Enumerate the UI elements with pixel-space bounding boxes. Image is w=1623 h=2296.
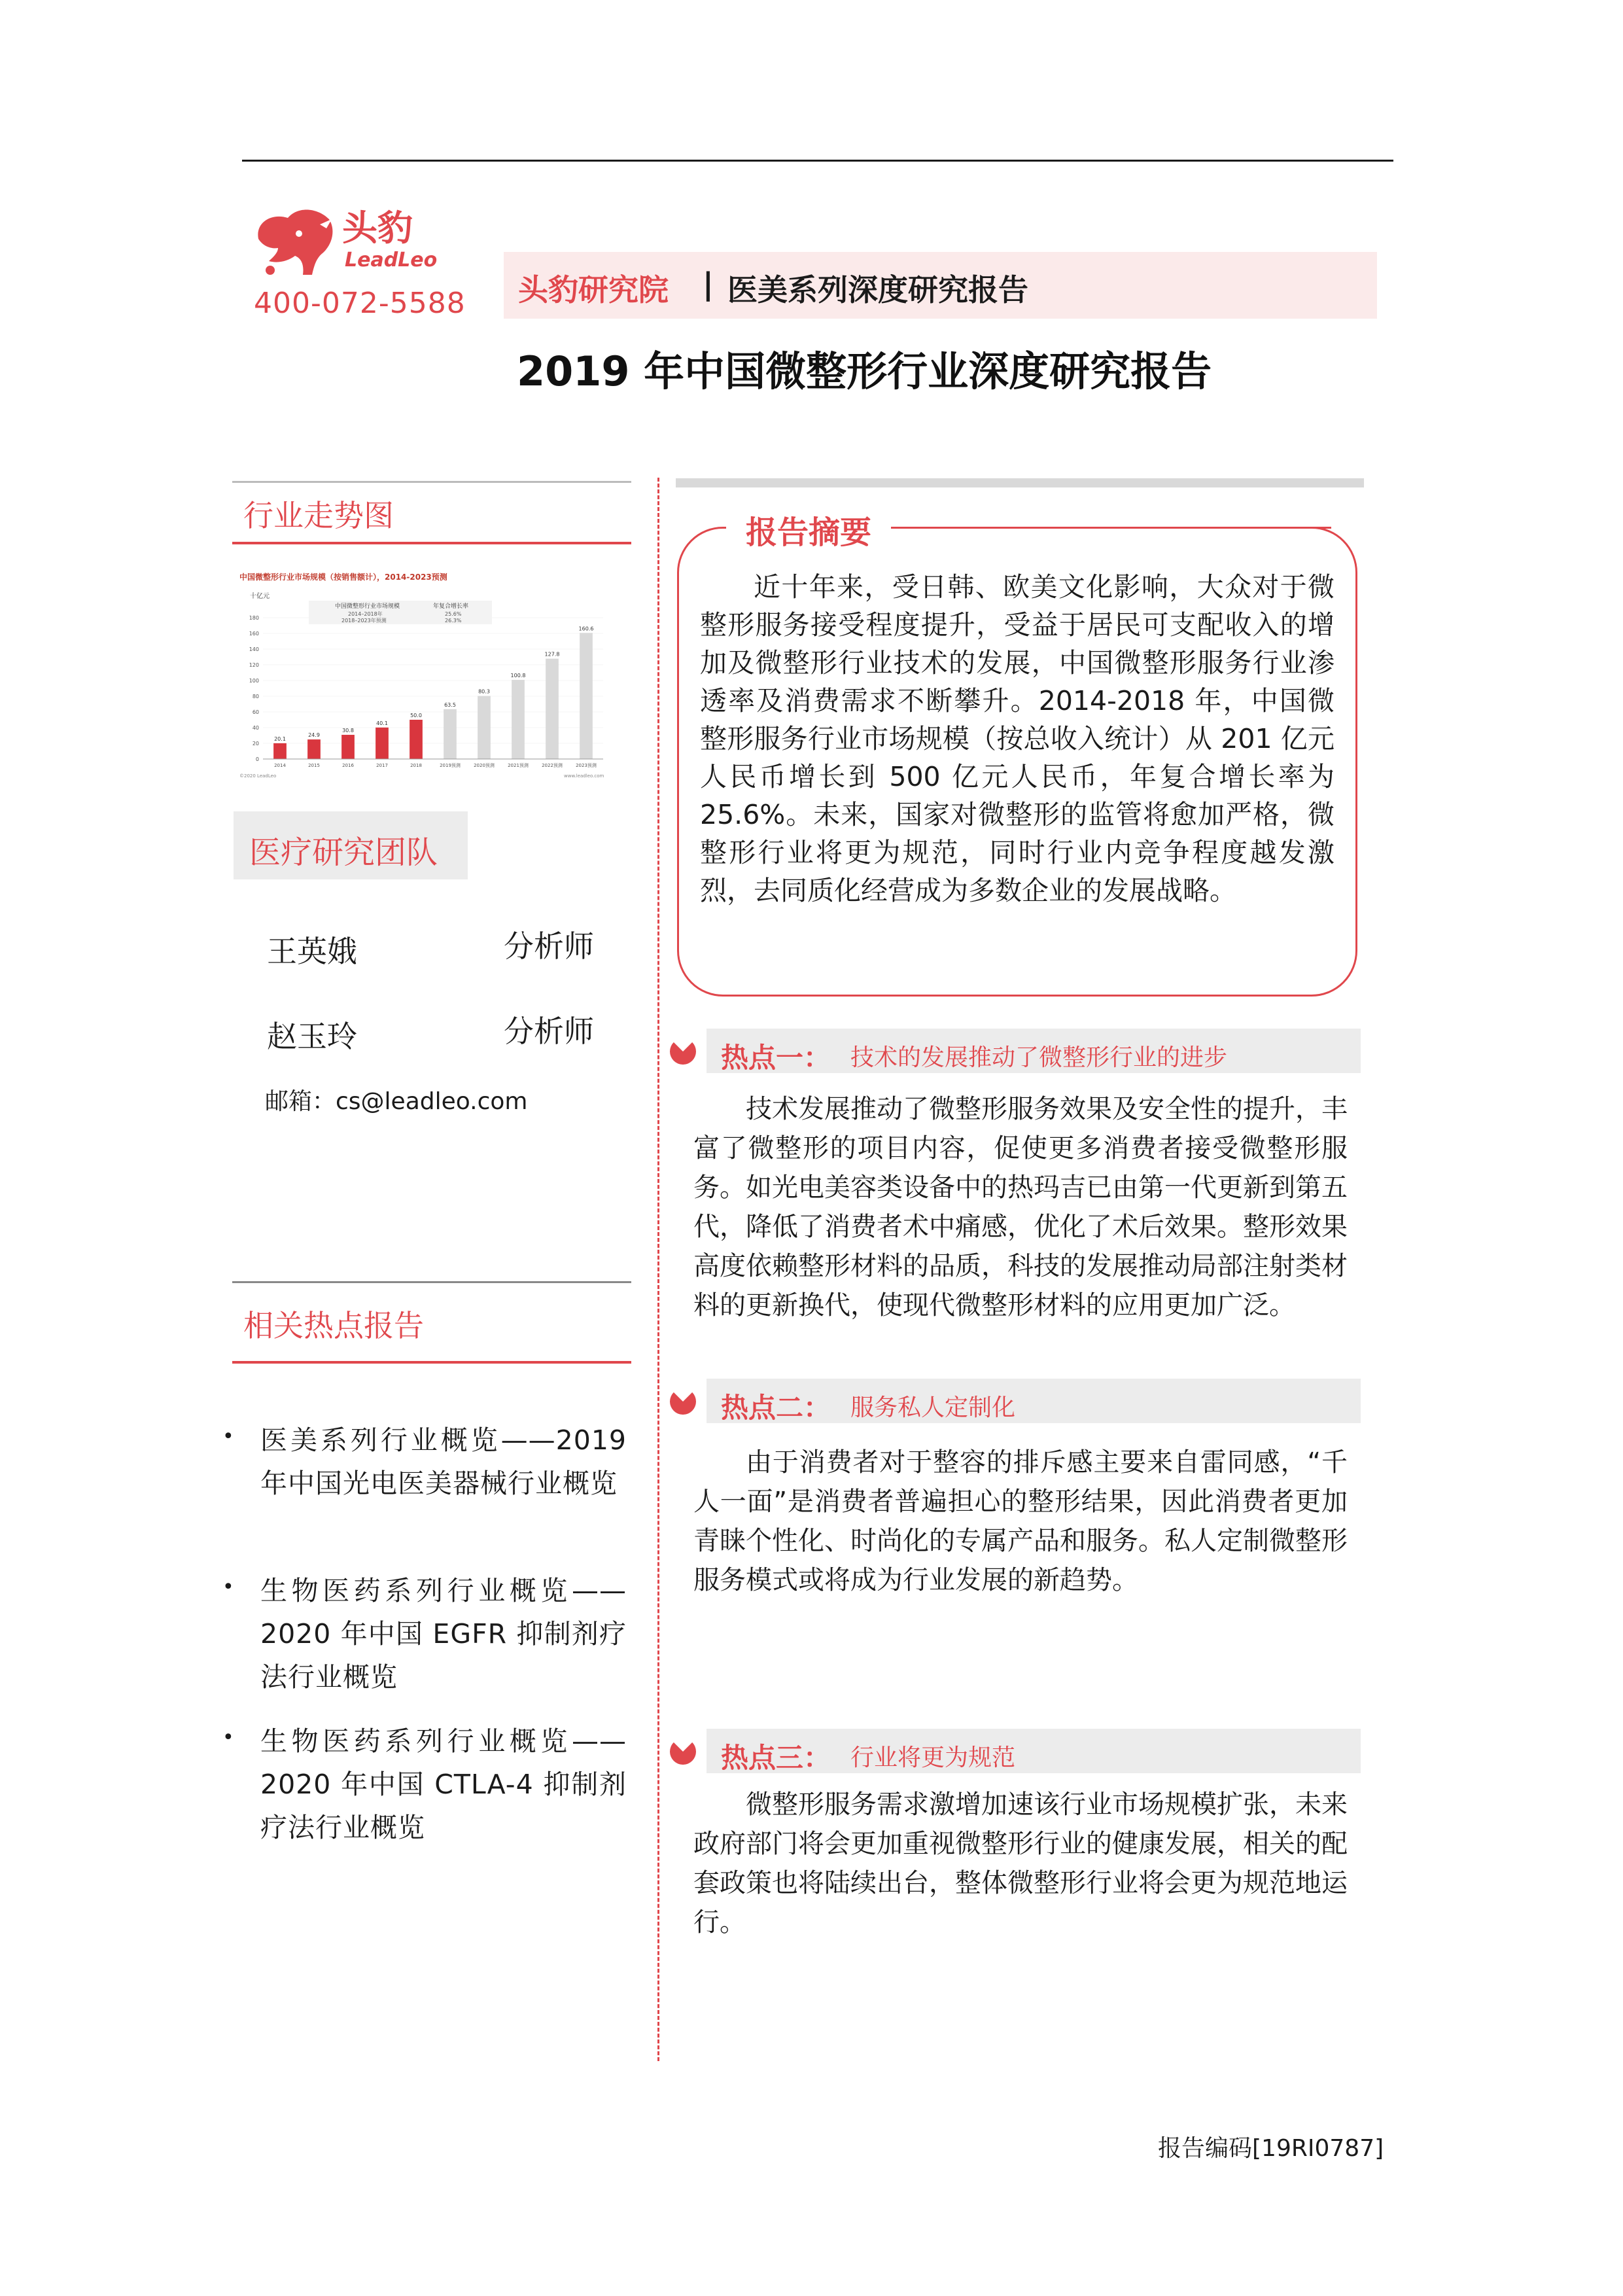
hotspot-3-key: 热点三： <box>721 1742 831 1774</box>
bullet-icon: • <box>222 1576 234 1598</box>
contact-email[interactable]: 邮箱：cs@leadleo.com <box>265 1088 528 1115</box>
hotspot-3-bar <box>707 1729 1361 1773</box>
hotspot-1-key: 热点一： <box>721 1042 831 1074</box>
series-banner <box>504 252 1377 319</box>
hotspot-1-bar <box>707 1029 1361 1073</box>
team-heading: 医疗研究团队 <box>249 834 438 871</box>
x-tick-label: 2016 <box>342 763 354 768</box>
summary-title-line <box>899 527 1331 529</box>
y-tick-label: 160 <box>249 631 259 637</box>
related-report-title[interactable]: 医美系列行业概览——2019 年中国光电医美器械行业概览 <box>260 1424 627 1499</box>
hotspot-2-bar <box>707 1379 1361 1423</box>
legend-period-1: 2014–2018年 <box>348 611 383 617</box>
bar <box>307 739 321 759</box>
logo-en: LeadLeo <box>345 249 438 272</box>
bar <box>375 728 389 759</box>
hotspot-3-text: 微整形服务需求激增加速该行业市场规模扩张，未来政府部门将会更加重视微整形行业的健康发展，相关的配套政策也将陆续出台，整体微整形行业将会更为规范地运行。 <box>693 1790 1348 1937</box>
legend-cagr-1: 25.6% <box>445 611 462 617</box>
x-tick-label: 2015 <box>308 763 320 768</box>
bar-value-label: 40.1 <box>376 720 388 726</box>
chart-footer-left: ©2020 LeadLeo <box>239 773 277 779</box>
related-heading: 相关热点报告 <box>243 1308 424 1343</box>
hotspot-icon <box>669 1737 697 1766</box>
chart-legend <box>309 601 492 624</box>
top-rule <box>242 160 1393 162</box>
bar-value-label: 80.3 <box>478 688 490 695</box>
separator: | <box>703 266 714 302</box>
summary-title-row <box>726 507 1335 551</box>
trend-rule-top <box>232 481 631 483</box>
hotspot-icon <box>669 1037 697 1066</box>
member-role-1: 分析师 <box>504 928 594 964</box>
bar <box>410 720 423 759</box>
bar <box>512 680 525 759</box>
hotspot-icon <box>669 1387 697 1416</box>
legend-cagr-2: 26.3% <box>445 618 462 624</box>
related-report-title[interactable]: 生物医药系列行业概览——2020 年中国 CTLA-4 抑制剂疗法行业概览 <box>260 1725 627 1843</box>
market-size-chart <box>237 569 623 782</box>
x-tick-label: 2023预测 <box>576 763 597 768</box>
x-tick-label: 2019预测 <box>440 763 461 768</box>
report-code: 报告编码[19RI0787] <box>1158 2135 1384 2162</box>
chart-bars <box>273 626 597 768</box>
legend-period-2: 2018–2023年预测 <box>341 618 387 624</box>
chart-title: 中国微整形行业市场规模（按销售额计），2014-2023预测 <box>239 573 447 582</box>
x-tick-label: 2017 <box>376 763 388 768</box>
legend-header-cagr: 年复合增长率 <box>433 603 469 610</box>
y-tick-label: 100 <box>249 678 259 684</box>
bar <box>341 735 355 759</box>
leadleo-logo <box>252 193 455 281</box>
y-tick-label: 60 <box>252 709 259 715</box>
hotspot-1-subtitle: 技术的发展推动了微整形行业的进步 <box>850 1044 1228 1071</box>
bar-value-label: 100.8 <box>510 673 526 679</box>
member-name-2: 赵玉玲 <box>267 1019 357 1054</box>
bar-value-label: 50.0 <box>410 713 422 718</box>
related-rule-top <box>232 1281 631 1283</box>
hotspot-3-subtitle: 行业将更为规范 <box>850 1744 1016 1771</box>
bullet-icon: • <box>222 1726 234 1749</box>
y-tick-label: 140 <box>249 646 259 652</box>
y-tick-label: 120 <box>249 662 259 668</box>
institute-name: 头豹研究院 <box>518 272 669 308</box>
hotspot-2-key: 热点二： <box>721 1392 831 1424</box>
bar-value-label: 127.8 <box>544 651 560 658</box>
bar-value-label: 30.8 <box>342 728 354 734</box>
y-tick-label: 0 <box>255 756 259 762</box>
related-report-title[interactable]: 生物医药系列行业概览——2020 年中国 EGFR 抑制剂疗法行业概览 <box>260 1575 627 1693</box>
series-name: 医美系列深度研究报告 <box>727 272 1028 308</box>
x-tick-label: 2020预测 <box>474 763 495 768</box>
chart-footer-right: www.leadleo.com <box>564 773 604 779</box>
trend-heading: 行业走势图 <box>243 498 394 533</box>
column-divider <box>657 478 659 2061</box>
bar <box>478 696 491 759</box>
summary-title: 报告摘要 <box>726 507 891 552</box>
member-role-2: 分析师 <box>504 1014 594 1049</box>
page-title: 2019 年中国微整形行业深度研究报告 <box>517 347 1212 395</box>
chart-ylabel: 十亿元 <box>250 593 270 600</box>
x-tick-label: 2022预测 <box>542 763 563 768</box>
x-tick-label: 2018 <box>410 763 422 768</box>
member-name-1: 王英娥 <box>267 934 357 969</box>
bar-value-label: 20.1 <box>274 735 286 742</box>
team-heading-box <box>234 811 468 879</box>
logo-cn: 头豹 <box>342 207 413 249</box>
bar <box>444 709 457 759</box>
bar-value-label: 24.9 <box>308 732 320 739</box>
phone-number: 400-072-5588 <box>254 287 466 320</box>
bar <box>580 633 593 759</box>
bar <box>546 659 559 759</box>
related-rule-bottom <box>232 1361 631 1364</box>
summary-top-bar <box>676 478 1364 487</box>
bullet-icon: • <box>222 1425 234 1448</box>
trend-rule-bottom <box>232 542 631 544</box>
hotspot-2-text: 由于消费者对于整容的排斥感主要来自雷同感，“千人一面”是消费者普遍担心的整形结果，因此消费者更加青睐个性化、时尚化的专属产品和服务。私人定制微整形服务模式或将成为行业发展的新趋势。 <box>693 1447 1348 1595</box>
x-tick-label: 2014 <box>274 763 286 768</box>
bar-value-label: 160.6 <box>578 626 594 632</box>
hotspot-2-subtitle: 服务私人定制化 <box>850 1394 1016 1421</box>
y-tick-label: 80 <box>252 694 259 699</box>
hotspot-1-text: 技术发展推动了微整形服务效果及安全性的提升，丰富了微整形的项目内容，促使更多消费者接受微整形服务。如光电美容类设备中的热玛吉已由第一代更新到第五代，降低了消费者术中痛感，优化了术后效果。整形效果高度依赖整形材料的品质，科技的发展推动局部注射类材料的更新换代，使现代微整形材料的应用更加广泛。 <box>693 1094 1348 1320</box>
x-tick-label: 2021预测 <box>508 763 529 768</box>
y-tick-label: 20 <box>252 741 259 747</box>
y-tick-label: 180 <box>249 615 259 621</box>
legend-header-size: 中国微整形行业市场规模 <box>335 603 400 610</box>
bar-value-label: 63.5 <box>444 701 456 708</box>
summary-text: 近十年来，受日韩、欧美文化影响，大众对于微整形服务接受程度提升，受益于居民可支配收入的增加及微整形行业技术的发展，中国微整形服务行业渗透率及消费需求不断攀升。2014-2018 年，中国微整形服务行业市场规模（按总收入统计）从 201 亿元人民币增长到 500 亿元人民币，年复合增长率为 25.6%。未来，国家对微整形的监管将愈加严格，微整形行业将更为规范，同时行业内竞争程度越发激烈，去同质化经营成为多数企业的发展战略。 <box>700 571 1335 906</box>
y-tick-label: 40 <box>252 725 259 731</box>
bar <box>273 743 287 759</box>
